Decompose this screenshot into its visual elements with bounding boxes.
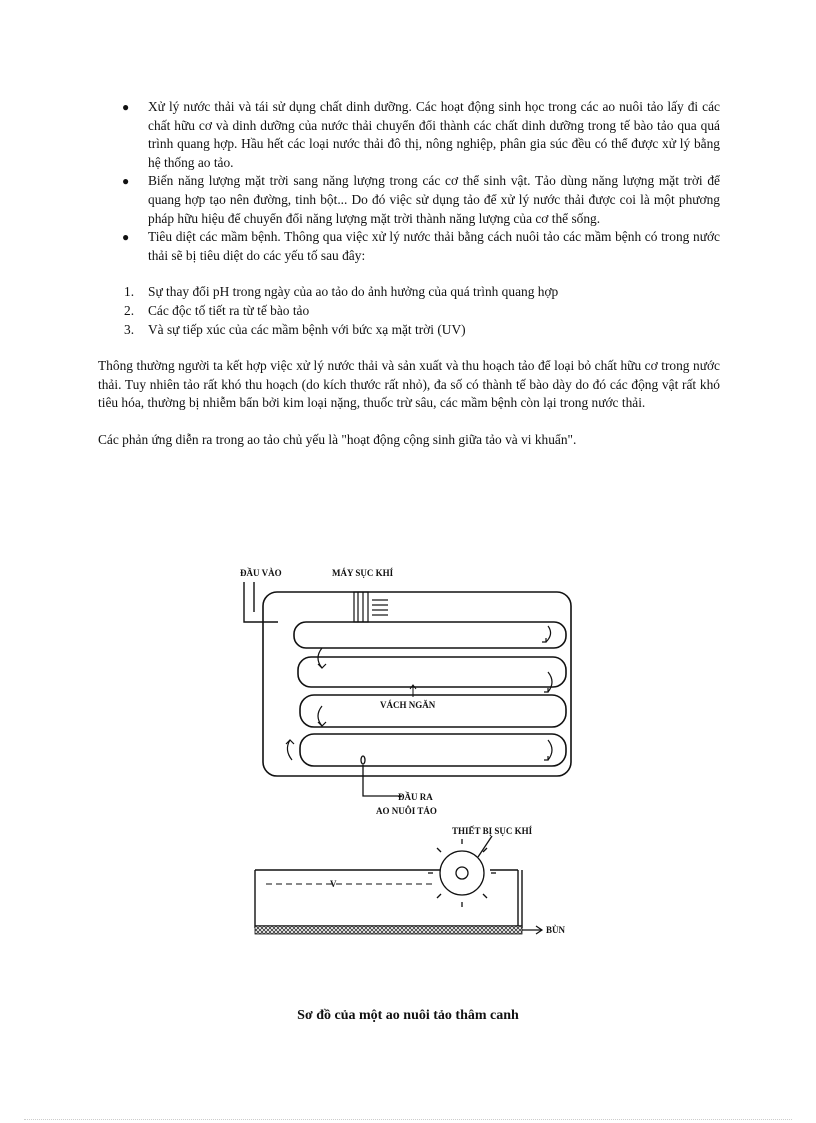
flow-arrow-icon: [542, 638, 546, 642]
channel-2: [298, 657, 566, 687]
aeration-device-label: THIẾT BỊ SỤC KHÍ: [452, 826, 533, 836]
item-text: Và sự tiếp xúc của các mầm bệnh với bức xạ mặt trời (UV): [148, 321, 466, 337]
figure-caption: Sơ đồ của một ao nuôi tảo thâm canh: [297, 1008, 519, 1023]
inlet-label: ĐẦU VÀO: [240, 568, 282, 578]
pond-top-view: [263, 592, 571, 776]
bullet-item: [98, 228, 720, 265]
baffle-label: VÁCH NGĂN: [380, 700, 436, 710]
bullet-text: Biến năng lượng mặt trời sang năng lượng trong các cơ thể sinh vật. Tảo dùng năng lượng mặt trời để quang hợp tạo nên đường, tinh bột... Do đó việc sử dụng tảo để xử lý nước thải được coi là một phương pháp hữu hiệu để chuyển đổi năng lượng mặt trời thành năng lượng của cơ thể sống.: [148, 173, 720, 226]
item-number: 2.: [124, 302, 135, 318]
flow-arrow-icon: [544, 756, 548, 760]
bullet-dot-icon: ●: [122, 230, 130, 245]
item-text: Sự thay đổi pH trong ngày của ao tảo do ảnh hưởng của quá trình quang hợp: [148, 284, 559, 300]
aerator-label: MÁY SỤC KHÍ: [332, 568, 394, 578]
pond-side-view: [255, 870, 522, 928]
flow-arrows: [286, 626, 552, 760]
flow-arrow-icon: [318, 722, 326, 726]
water-level-mark: V: [330, 879, 337, 889]
pond-diagram-svg: [230, 560, 590, 950]
item-number: 3.: [124, 321, 135, 337]
channel-4: [300, 734, 566, 766]
flow-arrow-icon: [544, 688, 548, 692]
page-bottom-border: [24, 1119, 792, 1120]
channel-1: [294, 622, 566, 648]
bullet-list: [98, 98, 720, 265]
flow-arrow-icon: [546, 626, 551, 642]
bullet-dot-icon: ●: [122, 100, 130, 114]
numbered-list: [98, 283, 720, 339]
pond-label: AO NUÔI TẢO: [376, 806, 437, 816]
aeration-wheel-icon: [428, 836, 496, 907]
flow-arrow-icon: [286, 740, 294, 744]
sludge-label: BÙN: [546, 925, 566, 935]
item-number: 1.: [124, 284, 135, 300]
sludge-outlet-arrow-icon: [522, 926, 542, 934]
flow-arrow-icon: [287, 740, 292, 760]
sludge-layer: [255, 926, 522, 934]
aerator-paddle: [354, 592, 388, 622]
document-body: [98, 98, 720, 450]
numbered-item: [98, 283, 720, 302]
pond-diagram: [230, 560, 590, 950]
bullet-text: Xử lý nước thải và tái sử dụng chất dinh dưỡng. Các hoạt động sinh học trong các ao nuôi tảo lấy đi các chất hữu cơ và dinh dưỡng của nước thải chuyển đổi thành các chất dinh dưỡng trong tế bào tảo qua quá trình quang hợp. Hầu hết các loại nước thải đô thị, nông nghiệp, phân gia súc đều có thể được xử lý bằng hệ thống ao tảo.: [148, 99, 720, 170]
inlet-pipe: [244, 582, 278, 622]
paragraph: Thông thường người ta kết hợp việc xử lý nước thải và sản xuất và thu hoạch tảo để loại bỏ chất hữu cơ trong nước thải. Tuy nhiên tảo rất khó thu hoạch (do kích thước rất nhỏ), đa số có thành tế bào dày do đó các động vật rất khó tiêu hóa, thường bị nhiễm bẩn bởi kim loại nặng, thuốc trừ sâu, các mầm bệnh còn lại trong nước thải.: [98, 358, 720, 411]
flow-arrow-icon: [318, 664, 326, 668]
bullet-text: Tiêu diệt các mầm bệnh. Thông qua việc xử lý nước thải bằng cách nuôi tảo các mầm bệnh có trong nước thải sẽ bị tiêu diệt do các yếu tố sau đây:: [148, 229, 720, 263]
pond-outer-wall: [263, 592, 571, 776]
numbered-item: [98, 321, 720, 340]
bullet-item: [98, 98, 720, 172]
numbered-item: [98, 302, 720, 321]
bullet-item: [98, 172, 720, 228]
item-text: Các độc tố tiết ra từ tế bào tảo: [148, 302, 310, 318]
paragraph: Các phản ứng diễn ra trong ao tảo chủ yếu là "hoạt động cộng sinh giữa tảo và vi khuẩn".: [98, 431, 577, 447]
bullet-dot-icon: ●: [122, 174, 130, 189]
outlet-label: ĐẦU RA: [398, 792, 433, 802]
